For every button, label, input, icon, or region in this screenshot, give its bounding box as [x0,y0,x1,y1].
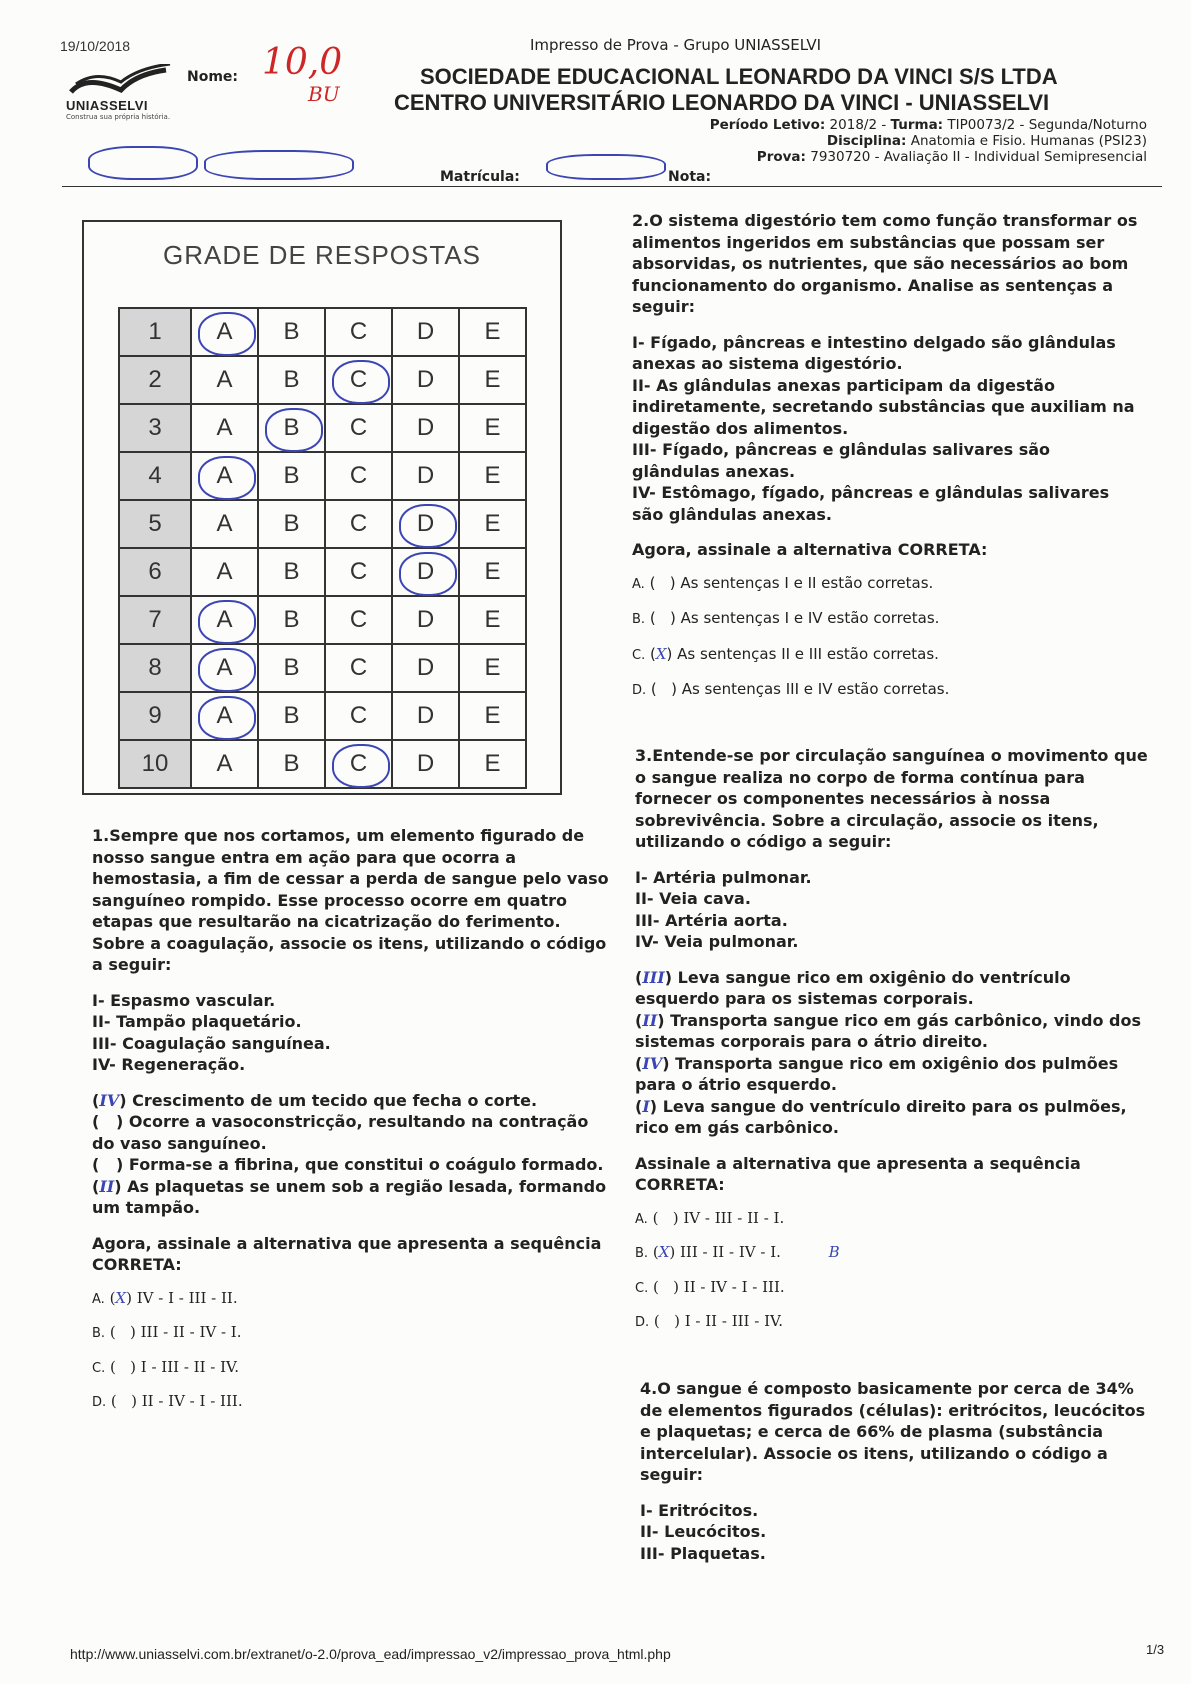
option-text: III - II - IV - I. [140,1323,242,1341]
assoc-text: Forma-se a fibrina, que constitui o coágulo formado. [128,1155,604,1174]
option-d[interactable]: D. ( ) I - II - III - IV. [635,1312,783,1330]
handwritten-mark: II [642,1010,658,1030]
option-text: IV - I - III - II. [136,1288,238,1307]
option-text: III - II - IV - I. [680,1243,781,1261]
option-text: I - III - II - IV. [140,1357,240,1376]
option-text: II - IV - I - III. [683,1277,785,1296]
answer-cell-c[interactable]: C [325,740,392,788]
answer-cell-e[interactable]: E [459,404,526,452]
answer-row [119,740,526,788]
option-a[interactable]: A. ( ) As sentenças I e II estão corretas. [632,573,934,592]
nome-label: Nome: [187,69,239,85]
answer-row-number: 9 [119,692,191,740]
answer-cell-e[interactable]: E [459,740,526,788]
answer-row [119,548,526,596]
answer-grid [82,220,562,795]
answer-cell-c[interactable]: C [325,596,392,644]
code-item: IV- Veia pulmonar. [635,932,799,951]
code-item: II- Leucócitos. [640,1522,767,1541]
option-d[interactable]: D. ( ) II - IV - I - III. [92,1392,243,1410]
answer-row [119,596,526,644]
handwritten-mark: X [658,1243,670,1261]
answer-cell-a[interactable]: A [191,452,258,500]
code-item: III- Coagulação sanguínea. [92,1033,331,1053]
answer-cell-a[interactable]: A [191,596,258,644]
answer-row [119,404,526,452]
answer-cell-b[interactable]: B [258,500,325,548]
code-item: IV- Regeneração. [92,1055,246,1074]
answer-row [119,356,526,404]
option-letter: B. [92,1326,106,1341]
page-number: 1/3 [1146,1642,1165,1657]
option-text: As sentenças II e III estão corretas. [677,644,939,663]
periodo-value: 2018/2 [829,117,878,133]
institution-name: SOCIEDADE EDUCACIONAL LEONARDO DA VINCI S/S LTDA [420,64,1058,89]
prova-value: 7930720 - Avaliação II - Individual Semipresencial [810,149,1147,165]
handwritten-mark: IV [99,1090,120,1110]
question-4 [640,1378,1150,1564]
assoc-item: (II) As plaquetas se unem sob a região lesada, formando um tampão. [92,1176,607,1217]
assoc-item: (I) Leva sangue do ventrículo direito para os pulmões, rico em gás carbônico. [635,1096,1127,1137]
answer-cell-c[interactable]: C [325,500,392,548]
code-item: II- Tampão plaquetário. [92,1012,302,1031]
answer-cell-c[interactable]: C [325,692,392,740]
prova [757,149,1147,165]
assoc-item: ( ) Ocorre a vasoconstricção, resultando na contração do vaso sanguíneo. [92,1112,589,1153]
answer-row-number: 10 [119,740,191,788]
answer-cell-b[interactable]: B [258,308,325,356]
option-letter: A. [92,1291,105,1307]
option-text: As sentenças III e IV estão corretas. [681,680,950,698]
answer-cell-a[interactable]: A [191,644,258,692]
answer-row [119,644,526,692]
answer-grid-title: GRADE DE RESPOSTAS [162,240,482,270]
code-item: I- Eritrócitos. [640,1500,759,1520]
option-a[interactable]: A. ( ) IV - III - II - I. [635,1208,785,1227]
answer-row-number: 1 [119,308,191,356]
matricula-scribble [546,154,666,180]
option-letter: C. [92,1360,106,1376]
answer-cell-b[interactable]: B [258,692,325,740]
option-letter: A. [632,576,645,592]
option-text: As sentenças I e IV estão corretas. [680,609,940,627]
answer-cell-a[interactable]: A [191,308,258,356]
assoc-item: ( ) Forma-se a fibrina, que constitui o coágulo formado. [92,1155,604,1174]
grade-mark: 10,0 [262,42,343,83]
disciplina [827,133,1147,149]
prova-label: Prova: [756,149,806,165]
answer-cell-b[interactable]: B [258,404,325,452]
turma-value: TIP0073/2 - Segunda/Noturno [947,117,1147,133]
assoc-text: Transporta sangue rico em oxigênio dos pulmões para o átrio esquerdo. [635,1053,1119,1094]
answer-cell-d[interactable]: D [392,308,459,356]
assoc-item: (IV) Transporta sangue rico em oxigênio dos pulmões para o átrio esquerdo. [635,1053,1119,1094]
answer-cell-d[interactable]: D [392,740,459,788]
answer-row-number: 8 [119,644,191,692]
assoc-text: Transporta sangue rico em gás carbônico, vindo dos sistemas corporais para o átrio direito. [635,1010,1142,1051]
question-prompt: Agora, assinale a alternativa que apresenta a sequência CORRETA: [92,1233,602,1274]
assoc-text: Ocorre a vasoconstricção, resultando na contração do vaso sanguíneo. [92,1112,589,1153]
option-letter: C. [632,647,646,663]
matricula-label: Matrícula: [440,169,520,185]
answer-cell-c[interactable]: C [325,452,392,500]
header-divider [62,186,1162,187]
grade-initials: BU [308,82,340,106]
periodo-label: Período Letivo: [709,117,826,133]
question-3 [635,745,1150,1334]
periodo-turma: Período Letivo: 2018/2 - Turma: TIP0073/2 - Segunda/Noturno [709,117,1147,133]
handwritten-mark: X [115,1288,127,1307]
answer-cell-c[interactable]: C [325,548,392,596]
answer-row [119,692,526,740]
option-text: I - II - III - IV. [684,1312,783,1330]
answer-row [119,500,526,548]
answer-row [119,308,526,356]
answer-cell-c[interactable]: C [325,356,392,404]
handwritten-mark: IV [642,1053,663,1073]
option-a[interactable]: A. (X) IV - I - III - II. [92,1288,238,1307]
option-c[interactable]: C. ( ) I - III - II - IV. [92,1357,240,1376]
name-scribble [88,146,198,180]
nota-label: Nota: [668,169,712,185]
answer-cell-d[interactable]: D [392,548,459,596]
answer-cell-e[interactable]: E [459,452,526,500]
answer-cell-d[interactable]: D [392,692,459,740]
print-title: Impresso de Prova - Grupo UNIASSELVI [530,36,822,54]
option-letter: D. [92,1395,107,1410]
question-stem: 4.O sangue é composto basicamente por cerca de 34% de elementos figurados (células): eritrócitos, leucócitos e plaquetas; e cerca de 66% de plasma (substância intercelular). Associe os itens, utilizando o código a seguir: [640,1379,1146,1484]
option-letter: B. [632,612,646,627]
code-item: III- Artéria aorta. [635,910,788,930]
answer-row-number: 2 [119,356,191,404]
answer-cell-e[interactable]: E [459,356,526,404]
answer-cell-c[interactable]: C [325,308,392,356]
answer-cell-d[interactable]: D [392,356,459,404]
answer-cell-b[interactable]: B [258,452,325,500]
answer-cell-b[interactable]: B [258,596,325,644]
uniasselvi-logo [66,64,186,121]
answer-cell-a[interactable]: A [191,356,258,404]
answer-cell-e[interactable]: E [459,308,526,356]
sentence: IV- Estômago, fígado, pâncreas e glândulas salivares são glândulas anexas. [632,483,1110,524]
handwritten-mark: I [642,1096,650,1116]
answer-cell-a[interactable]: A [191,548,258,596]
answer-cell-d[interactable]: D [392,596,459,644]
code-item: III- Plaquetas. [640,1543,766,1563]
code-item: II- Veia cava. [635,889,751,908]
handwritten-mark: X [655,644,667,663]
logo-name: UNIASSELVI [66,98,149,113]
answer-cell-b[interactable]: B [258,644,325,692]
answer-cell-a[interactable]: A [191,500,258,548]
answer-cell-d[interactable]: D [392,452,459,500]
answer-row-number: 4 [119,452,191,500]
name-scribble [204,150,354,180]
option-letter: D. [635,1315,650,1330]
answer-cell-b[interactable]: B [258,548,325,596]
answer-row-number: 5 [119,500,191,548]
answer-cell-e[interactable]: E [459,548,526,596]
answer-cell-d[interactable]: D [392,500,459,548]
assoc-text: Leva sangue rico em oxigênio do ventrículo esquerdo para os sistemas corporais. [635,967,1071,1008]
university-name: CENTRO UNIVERSITÁRIO LEONARDO DA VINCI - UNIASSELVI [394,90,1050,115]
question-1 [92,825,612,1414]
sentence: I- Fígado, pâncreas e intestino delgado são glândulas anexas ao sistema digestório. [632,332,1116,373]
option-text: II - IV - I - III. [141,1392,243,1410]
disciplina-label: Disciplina: [826,133,907,149]
disciplina-value: Anatomia e Fisio. Humanas (PSI23) [910,133,1147,149]
sentence: III- Fígado, pâncreas e glândulas salivares são glândulas anexas. [632,440,1051,481]
sentence: II- As glândulas anexas participam da digestão indiretamente, secretando substâncias que auxiliam na digestão dos alimentos. [632,375,1135,438]
option-b[interactable]: B. (X) III - II - IV - I. B [635,1243,840,1261]
option-b[interactable]: B. ( ) III - II - IV - I. [92,1323,242,1341]
question-stem: 2.O sistema digestório tem como função transformar os alimentos ingeridos em substâncias que possam ser absorvidas, os nutrientes, que são necessários ao bom funcionamento do organismo. Analise as sentenças a seguir: [632,211,1138,316]
answer-cell-b[interactable]: B [258,356,325,404]
option-b[interactable]: B. ( ) As sentenças I e IV estão corretas. [632,609,940,627]
question-stem: 1.Sempre que nos cortamos, um elemento figurado de nosso sangue entra em ação para que ocorra a hemostasia, a fim de cessar a perda de sangue pelo vaso sanguíneo rompido. Esse processo ocorre em quatro etapas que resultarão na cicatrização do ferimento. Sobre a coagulação, associe os itens, utilizando o código a seguir: [92,826,609,974]
question-2 [632,210,1142,702]
question-prompt: Assinale a alternativa que apresenta a sequência CORRETA: [635,1153,1081,1194]
answer-cell-d[interactable]: D [392,404,459,452]
answer-cell-e[interactable]: E [459,692,526,740]
option-letter: A. [635,1211,648,1227]
answer-cell-c[interactable]: C [325,644,392,692]
answer-cell-d[interactable]: D [392,644,459,692]
option-d[interactable]: D. ( ) As sentenças III e IV estão corretas. [632,680,950,698]
assoc-item: (IV) Crescimento de um tecido que fecha o corte. [92,1090,538,1110]
answer-cell-e[interactable]: E [459,500,526,548]
answer-grid-table [118,307,527,789]
handwritten-note: B [828,1243,840,1261]
answer-cell-c[interactable]: C [325,404,392,452]
answer-cell-e[interactable]: E [459,596,526,644]
logo-wings-icon [66,64,176,96]
question-stem: 3.Entende-se por circulação sanguínea o movimento que o sangue realiza no corpo de forma contínua para fornecer os componentes necessários à nossa sobrevivência. Sobre a circulação, associe os itens, utilizando o código a seguir: [635,746,1148,851]
answer-cell-a[interactable]: A [191,404,258,452]
option-c[interactable]: C. ( ) II - IV - I - III. [635,1277,785,1296]
option-text: IV - III - II - I. [683,1208,785,1227]
code-item: I- Artéria pulmonar. [635,867,812,887]
answer-cell-b[interactable]: B [258,740,325,788]
answer-cell-a[interactable]: A [191,740,258,788]
question-prompt: Agora, assinale a alternativa CORRETA: [632,540,988,559]
answer-cell-e[interactable]: E [459,644,526,692]
assoc-text: As plaquetas se unem sob a região lesada, formando um tampão. [92,1176,607,1217]
handwritten-mark: III [642,967,665,987]
handwritten-mark: II [99,1176,115,1196]
assoc-item: (II) Transporta sangue rico em gás carbônico, vindo dos sistemas corporais para o átrio direito. [635,1010,1142,1051]
print-date: 19/10/2018 [60,38,131,54]
option-letter: B. [635,1246,649,1261]
option-letter: C. [635,1280,649,1296]
option-c[interactable]: C. (X) As sentenças II e III estão corretas. [632,644,939,663]
assoc-item: (III) Leva sangue rico em oxigênio do ventrículo esquerdo para os sistemas corporais. [635,967,1071,1008]
option-letter: D. [632,683,647,698]
answer-row-number: 3 [119,404,191,452]
answer-cell-a[interactable]: A [191,692,258,740]
answer-row-number: 7 [119,596,191,644]
code-item: I- Espasmo vascular. [92,990,276,1010]
answer-row [119,452,526,500]
assoc-text: Crescimento de um tecido que fecha o corte. [132,1090,538,1110]
footer-url: http://www.uniasselvi.com.br/extranet/o-2.0/prova_ead/impressao_v2/impressao_prova_html.php [70,1646,671,1662]
assoc-text: Leva sangue do ventrículo direito para os pulmões, rico em gás carbônico. [635,1096,1127,1137]
option-text: As sentenças I e II estão corretas. [680,573,934,592]
answer-row-number: 6 [119,548,191,596]
logo-slogan: Construa sua própria história. [66,113,171,121]
turma-label: Turma: [890,117,944,133]
